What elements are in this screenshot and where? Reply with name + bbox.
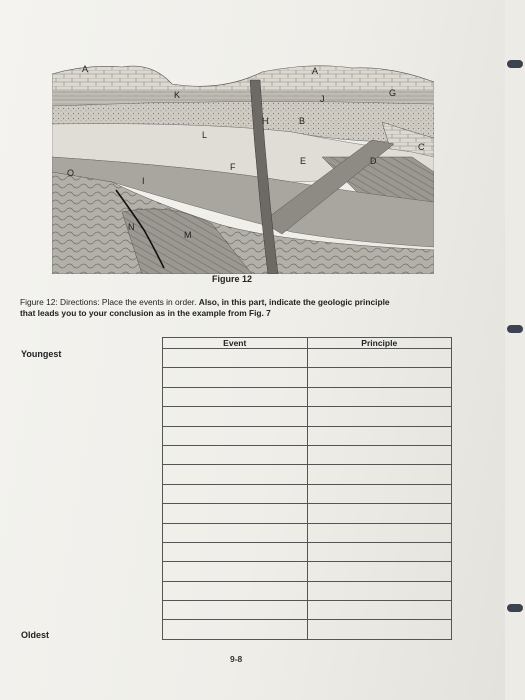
table-row — [163, 368, 452, 387]
event-cell[interactable] — [163, 523, 308, 542]
label-c: C — [418, 142, 425, 152]
event-cell[interactable] — [163, 601, 308, 620]
table-row — [163, 426, 452, 445]
event-cell[interactable] — [163, 581, 308, 600]
label-m: M — [184, 230, 192, 240]
principle-cell[interactable] — [307, 349, 452, 368]
label-d: D — [370, 156, 377, 166]
event-column-header: Event — [163, 338, 308, 349]
label-l: L — [202, 130, 208, 140]
event-cell[interactable] — [163, 465, 308, 484]
label-o: O — [67, 168, 75, 178]
figure-caption: Figure 12 — [212, 274, 253, 284]
cross-section-svg — [52, 62, 434, 274]
label-g: G — [389, 88, 397, 98]
principle-cell[interactable] — [307, 601, 452, 620]
table-row — [163, 504, 452, 523]
table-row — [163, 581, 452, 600]
principle-cell[interactable] — [307, 484, 452, 503]
table-row — [163, 387, 452, 406]
principle-cell[interactable] — [307, 368, 452, 387]
directions-lead: Figure 12: Directions: Place the events in order. — [20, 297, 197, 307]
page-number: 9-8 — [230, 654, 243, 664]
label-e: E — [300, 156, 307, 166]
table-row — [163, 445, 452, 464]
label-i: I — [142, 176, 145, 186]
table-row — [163, 484, 452, 503]
label-j: J — [320, 94, 325, 104]
principle-cell[interactable] — [307, 426, 452, 445]
table-row — [163, 349, 452, 368]
principle-cell[interactable] — [307, 387, 452, 406]
table-row — [163, 562, 452, 581]
event-cell[interactable] — [163, 387, 308, 406]
table-row — [163, 542, 452, 561]
event-cell[interactable] — [163, 426, 308, 445]
event-cell[interactable] — [163, 620, 308, 639]
event-principle-table — [162, 337, 452, 640]
binder-ring — [507, 60, 523, 68]
label-k: K — [174, 90, 181, 100]
principle-cell[interactable] — [307, 620, 452, 639]
principle-cell[interactable] — [307, 562, 452, 581]
directions-emphasis: Also, in this part, indicate the geologic principle — [198, 297, 390, 307]
event-cell[interactable] — [163, 504, 308, 523]
table-row — [163, 407, 452, 426]
principle-cell[interactable] — [307, 465, 452, 484]
principle-cell[interactable] — [307, 504, 452, 523]
event-cell[interactable] — [163, 542, 308, 561]
oldest-label: Oldest — [21, 630, 50, 640]
principle-cell[interactable] — [307, 581, 452, 600]
binder-ring — [507, 604, 523, 612]
table-row — [163, 601, 452, 620]
youngest-label: Youngest — [21, 349, 62, 359]
principle-cell[interactable] — [307, 407, 452, 426]
table-body — [163, 349, 452, 640]
principle-column-header: Principle — [307, 338, 452, 349]
event-cell[interactable] — [163, 349, 308, 368]
directions-text — [20, 297, 490, 319]
principle-cell[interactable] — [307, 542, 452, 561]
geologic-cross-section-figure — [52, 62, 434, 274]
table-row — [163, 620, 452, 639]
event-cell[interactable] — [163, 407, 308, 426]
table-row — [163, 523, 452, 542]
event-cell[interactable] — [163, 484, 308, 503]
label-n: N — [128, 222, 135, 232]
table-row — [163, 465, 452, 484]
label-b: B — [299, 116, 306, 126]
event-cell[interactable] — [163, 445, 308, 464]
label-a-left: A — [82, 64, 89, 74]
directions-line2: that leads you to your conclusion as in the example from Fig. 7 — [20, 308, 271, 318]
label-a-right: A — [312, 66, 319, 76]
principle-cell[interactable] — [307, 523, 452, 542]
label-f: F — [230, 162, 236, 172]
event-cell[interactable] — [163, 562, 308, 581]
binder-ring — [507, 325, 523, 333]
principle-cell[interactable] — [307, 445, 452, 464]
event-cell[interactable] — [163, 368, 308, 387]
label-h: H — [262, 116, 269, 126]
